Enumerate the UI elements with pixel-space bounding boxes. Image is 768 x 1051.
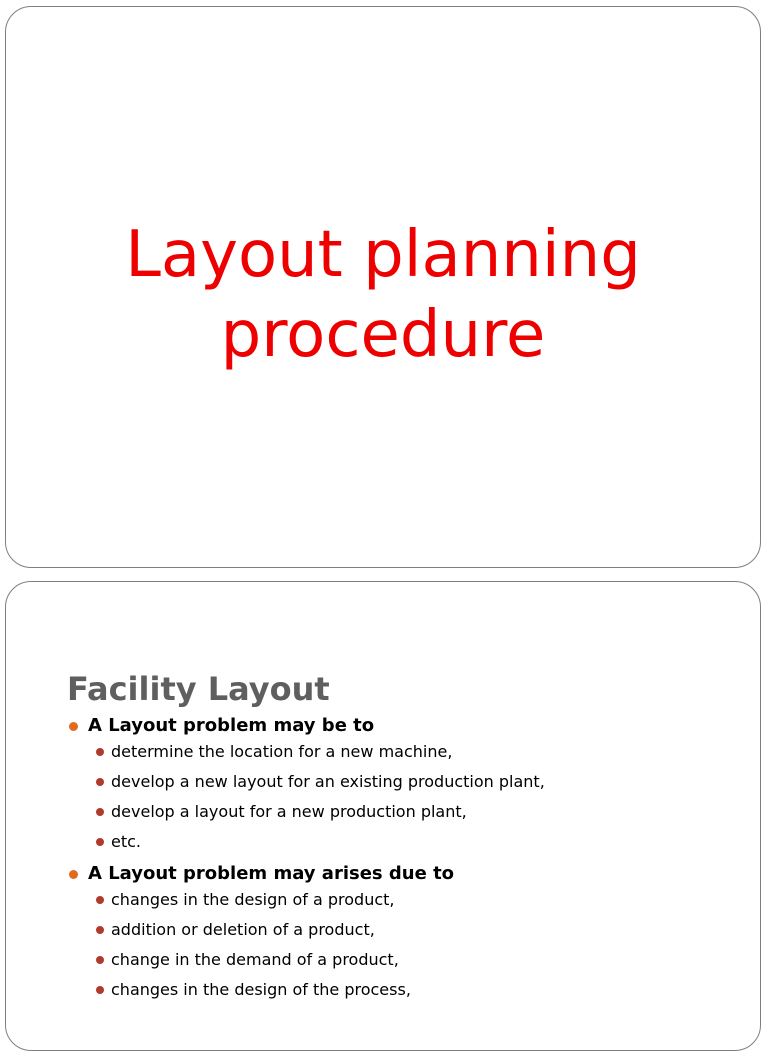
- bullet-level2: [91, 920, 746, 940]
- bullet-level2: [91, 980, 746, 1000]
- bullet-dot-icon: [69, 722, 78, 731]
- bullet-group: [66, 862, 746, 1000]
- bullet-level2-text: addition or deletion of a product,: [111, 920, 375, 939]
- bullet-level2-text: determine the location for a new machine,: [111, 742, 453, 761]
- bullet-level2: [91, 950, 746, 970]
- bullet-dot-icon: [96, 956, 104, 964]
- bullet-dot-icon: [69, 870, 78, 879]
- bullet-level2-text: change in the demand of a product,: [111, 950, 399, 969]
- bullet-dot-icon: [96, 986, 104, 994]
- bullet-level2-text: develop a layout for a new production plant,: [111, 802, 467, 821]
- bullet-list: [66, 714, 746, 1010]
- bullet-dot-icon: [96, 748, 104, 756]
- bullet-dot-icon: [96, 896, 104, 904]
- slide-heading: Facility Layout: [67, 670, 330, 708]
- bullet-level2: [91, 890, 746, 910]
- title-slide: [5, 6, 761, 568]
- bullet-level2-text: develop a new layout for an existing production plant,: [111, 772, 545, 791]
- bullet-level2-text: etc.: [111, 832, 141, 851]
- bullet-dot-icon: [96, 808, 104, 816]
- bullet-level2: [91, 772, 746, 792]
- bullet-level1: [66, 862, 746, 886]
- bullet-level2-text: changes in the design of the process,: [111, 980, 411, 999]
- bullet-level1: [66, 714, 746, 738]
- bullet-dot-icon: [96, 926, 104, 934]
- bullet-level2: [91, 742, 746, 762]
- bullet-level1-text: A Layout problem may arises due to: [88, 863, 455, 884]
- bullet-dot-icon: [96, 838, 104, 846]
- bullet-level2: [91, 802, 746, 822]
- slide-title-line-2: procedure: [220, 298, 546, 372]
- slide-title-line-1: Layout planning: [125, 218, 641, 292]
- slide-title: [6, 215, 760, 375]
- bullet-level1-text: A Layout problem may be to: [88, 715, 375, 736]
- bullet-group: [66, 714, 746, 852]
- bullet-level2: [91, 832, 746, 852]
- bullet-dot-icon: [96, 778, 104, 786]
- content-slide: [5, 581, 761, 1051]
- bullet-level2-text: changes in the design of a product,: [111, 890, 395, 909]
